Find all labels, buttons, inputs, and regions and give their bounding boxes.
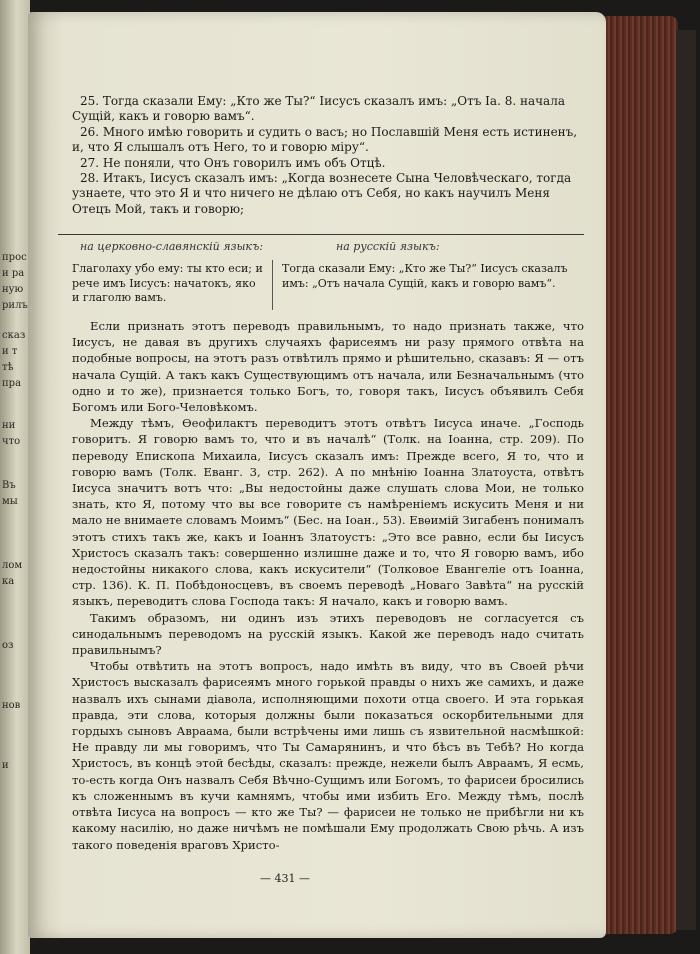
- facing-fragment: прос: [2, 252, 27, 263]
- facing-fragment: нов: [2, 700, 21, 711]
- facing-page-edge: [0, 0, 30, 954]
- facing-fragment: что: [2, 436, 21, 447]
- facing-fragment: ную: [2, 284, 24, 295]
- verse-28: 28. Итакъ, Іисусъ сказалъ имъ: „Когда вознесете Сына Человѣческаго, тогда узнаете, что это Я и что ничего не дѣлаю отъ Себя, но какъ научилъ Меня Отецъ Мой, такъ и говорю;: [72, 171, 572, 216]
- verse-25: 25. Тогда сказали Ему: „Кто же Ты?“ Іисусъ сказалъ имъ: „Отъ Іа. 8. начала Сущій, какъ и говорю вамъ“.: [72, 94, 565, 124]
- facing-fragment: и: [2, 760, 9, 771]
- facing-fragment: ка: [2, 576, 15, 587]
- facing-fragment: сказ: [2, 330, 26, 341]
- facing-fragment: мы: [2, 496, 18, 507]
- facing-fragment: оз: [2, 640, 14, 651]
- section-divider: [58, 234, 584, 235]
- facing-fragment: пра: [2, 378, 22, 389]
- facing-fragment: ни: [2, 420, 16, 431]
- russian-text: Тогда сказали Ему: „Кто же Ты?“ Іисусъ сказалъ имъ: „Отъ начала Сущій, какъ и говорю вамъ“.: [282, 262, 568, 290]
- gospel-verses: [72, 94, 584, 217]
- facing-fragment: рилъ: [2, 300, 28, 311]
- paragraph: Если признать этотъ переводъ правильнымъ, то надо признать также, что Іисусъ, не давая въ другихъ случаяхъ фарисеямъ ни разу прямого отвѣта на подобные вопросы, на этотъ разъ отвѣтилъ прямо и рѣшительно, сказавъ: Я — отъ начала Сущій. А такъ какъ Существующимъ отъ начала, или Безначальнымъ (что одно и то же), признается только Богъ, то, говоря такъ, Іисусъ объявилъ Себя Богомъ или Бого-Человѣкомъ.: [72, 319, 584, 415]
- facing-fragment: лом: [2, 560, 23, 571]
- column-divider: [272, 260, 273, 310]
- book-page-edges: [600, 16, 678, 934]
- verse-26: 26. Много имѣю говорить и судить о васъ; но Пославшій Меня есть истиненъ, и, что Я слышалъ отъ Него, то и говорю міру“.: [72, 124, 578, 155]
- slavonic-heading: на церковно-славянскій языкъ:: [80, 240, 264, 253]
- commentary: [72, 318, 584, 853]
- page-number: — 431 —: [260, 872, 310, 885]
- facing-fragment: и ра: [2, 268, 25, 279]
- russian-heading: на русскій языкъ:: [336, 240, 440, 253]
- slavonic-text: Глаголаху убо ему: ты кто еси; и рече имъ Іисусъ: начатокъ, яко и глаголю вамъ.: [72, 262, 263, 304]
- paragraph: Между тѣмъ, Ѳеофилактъ переводитъ этотъ отвѣтъ Іисуса иначе. „Господь говоритъ. Я говорю вамъ то, что и въ началѣ“ (Толк. на Іоанна, стр. 209). По переводу Епископа Михаила, Іисусъ сказалъ имъ: Прежде всего, Я то, что и говорю вамъ (Толк. Еванг. 3, стр. 262). А по мнѣнію Іоанна Златоуста, отвѣтъ Іисуса значитъ вотъ что: „Вы недостойны даже слушать слова Мои, не только знать, кто Я, потому что вы все говорите съ намѣреніемъ искусить Меня и ни мало не внимаете словамъ Моимъ“ (Бес. на Іоан., 53). Евѳимій Зигабенъ понималъ этотъ стихъ такъ же, какъ и Іоаннъ Златоустъ: „Это все равно, если бы Іисусъ Христосъ сказалъ такъ: совершенно излишне даже и то, что Я говорю вамъ, ибо недостойны никакого слова, какъ искусители“ (Толковое Евангеліе отъ Іоанна, стр. 136). К. П. Побѣдоносцевъ, въ своемъ переводѣ „Новаго Завѣта“ на русскій языкъ, переводитъ слова Господа такъ: Я начало, какъ и говорю вамъ.: [72, 416, 584, 609]
- paragraph: Такимъ образомъ, ни одинъ изъ этихъ переводовъ не согласуется съ синодальнымъ переводомъ на русскій языкъ. Какой же переводъ надо считать правильнымъ?: [72, 610, 584, 658]
- verse-27: 27. Не поняли, что Онъ говорилъ имъ объ Отцѣ.: [80, 155, 386, 170]
- paragraph: Чтобы отвѣтить на этотъ вопросъ, надо имѣть въ виду, что въ Своей рѣчи Христосъ высказалъ фарисеямъ много горькой правды о нихъ же самихъ, и даже назвалъ ихъ сынами діавола, исполняющими похоти отца своего. И эта горькая правда, эти слова, которыя должны были показаться оскорбительными для гордыхъ сыновъ Авраама, были встрѣчены ими лишь съ язвительной насмѣшкой: Не правду ли мы говоримъ, что Ты Самарянинъ, и что бѣсъ въ Тебѣ? Но когда Христосъ, въ концѣ этой бесѣды, сказалъ: прежде, нежели былъ Авраамъ, Я есмь, то-есть когда Онъ назвалъ Себя Вѣчно-Сущимъ или Богомъ, то фарисеи бросились къ сложеннымъ въ кучи камнямъ, чтобы ими избить Его. Между тѣмъ, послѣ отвѣта Іисуса на вопросъ — кто же Ты? — фарисеи не только не прибѣгли ни къ какому насилію, но даже ничѣмъ не помѣшали Ему продолжать Свою рѣчь. А изъ такого поведенія враговъ Христо-: [72, 659, 584, 852]
- facing-fragment: тѣ: [2, 362, 14, 373]
- facing-fragment: и т: [2, 346, 18, 357]
- book-cover: [676, 30, 696, 930]
- facing-fragment: Въ: [2, 480, 16, 491]
